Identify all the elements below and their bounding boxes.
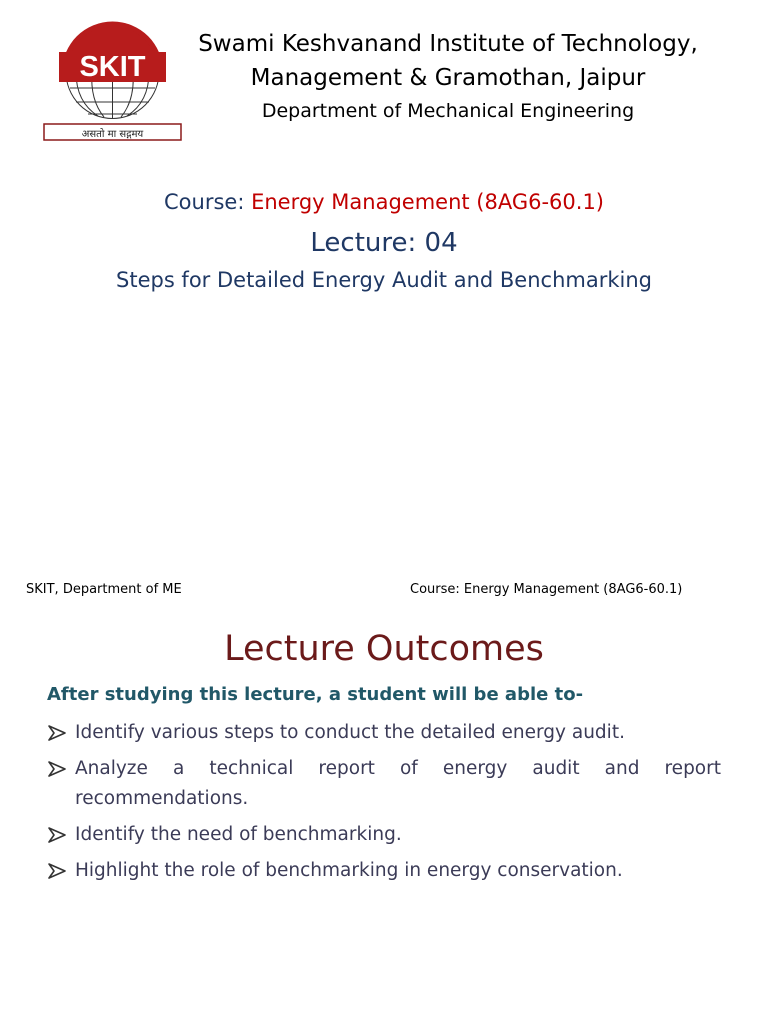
arrow-bullet-icon — [47, 724, 67, 742]
outcome-item — [47, 754, 721, 814]
outcome-item — [47, 718, 721, 748]
footer-department: SKIT, Department of ME — [26, 582, 182, 597]
footer-course: Course: Energy Management (8AG6-60.1) — [410, 582, 683, 597]
department-name: Department of Mechanical Engineering — [261, 100, 635, 122]
institute-name-line-2: Management & Gramothan, Jaipur — [250, 65, 646, 91]
lecture-topic: Steps for Detailed Energy Audit and Benchmarking — [116, 268, 652, 292]
course-name: Energy Management (8AG6-60.1) — [251, 190, 604, 214]
arrow-bullet-icon — [47, 826, 67, 844]
outcome-text: Highlight the role of benchmarking in energy conservation. — [75, 860, 623, 881]
outcome-item — [47, 820, 721, 850]
course-line — [0, 187, 768, 217]
arrow-bullet-icon — [47, 760, 67, 778]
outcomes-slide — [0, 576, 768, 1024]
outcome-text: Identify the need of benchmarking. — [75, 824, 402, 845]
slide-title: Lecture Outcomes — [224, 629, 544, 669]
outcome-text: Analyze a technical report of energy audit and report recommendations. — [75, 758, 721, 809]
course-label: Course: — [164, 190, 252, 214]
svg-text:असतो मा सद्गमय: असतो मा सद्गमय — [81, 129, 144, 140]
svg-text:SKIT: SKIT — [79, 51, 146, 83]
arrow-bullet-icon — [47, 862, 67, 880]
institute-name-line-1: Swami Keshvanand Institute of Technology, — [198, 31, 698, 57]
outcome-text: Identify various steps to conduct the detailed energy audit. — [75, 722, 625, 743]
outcomes-intro: After studying this lecture, a student will be able to- — [47, 684, 584, 705]
outcome-item — [47, 856, 721, 886]
lecture-number: Lecture: 04 — [310, 228, 458, 258]
